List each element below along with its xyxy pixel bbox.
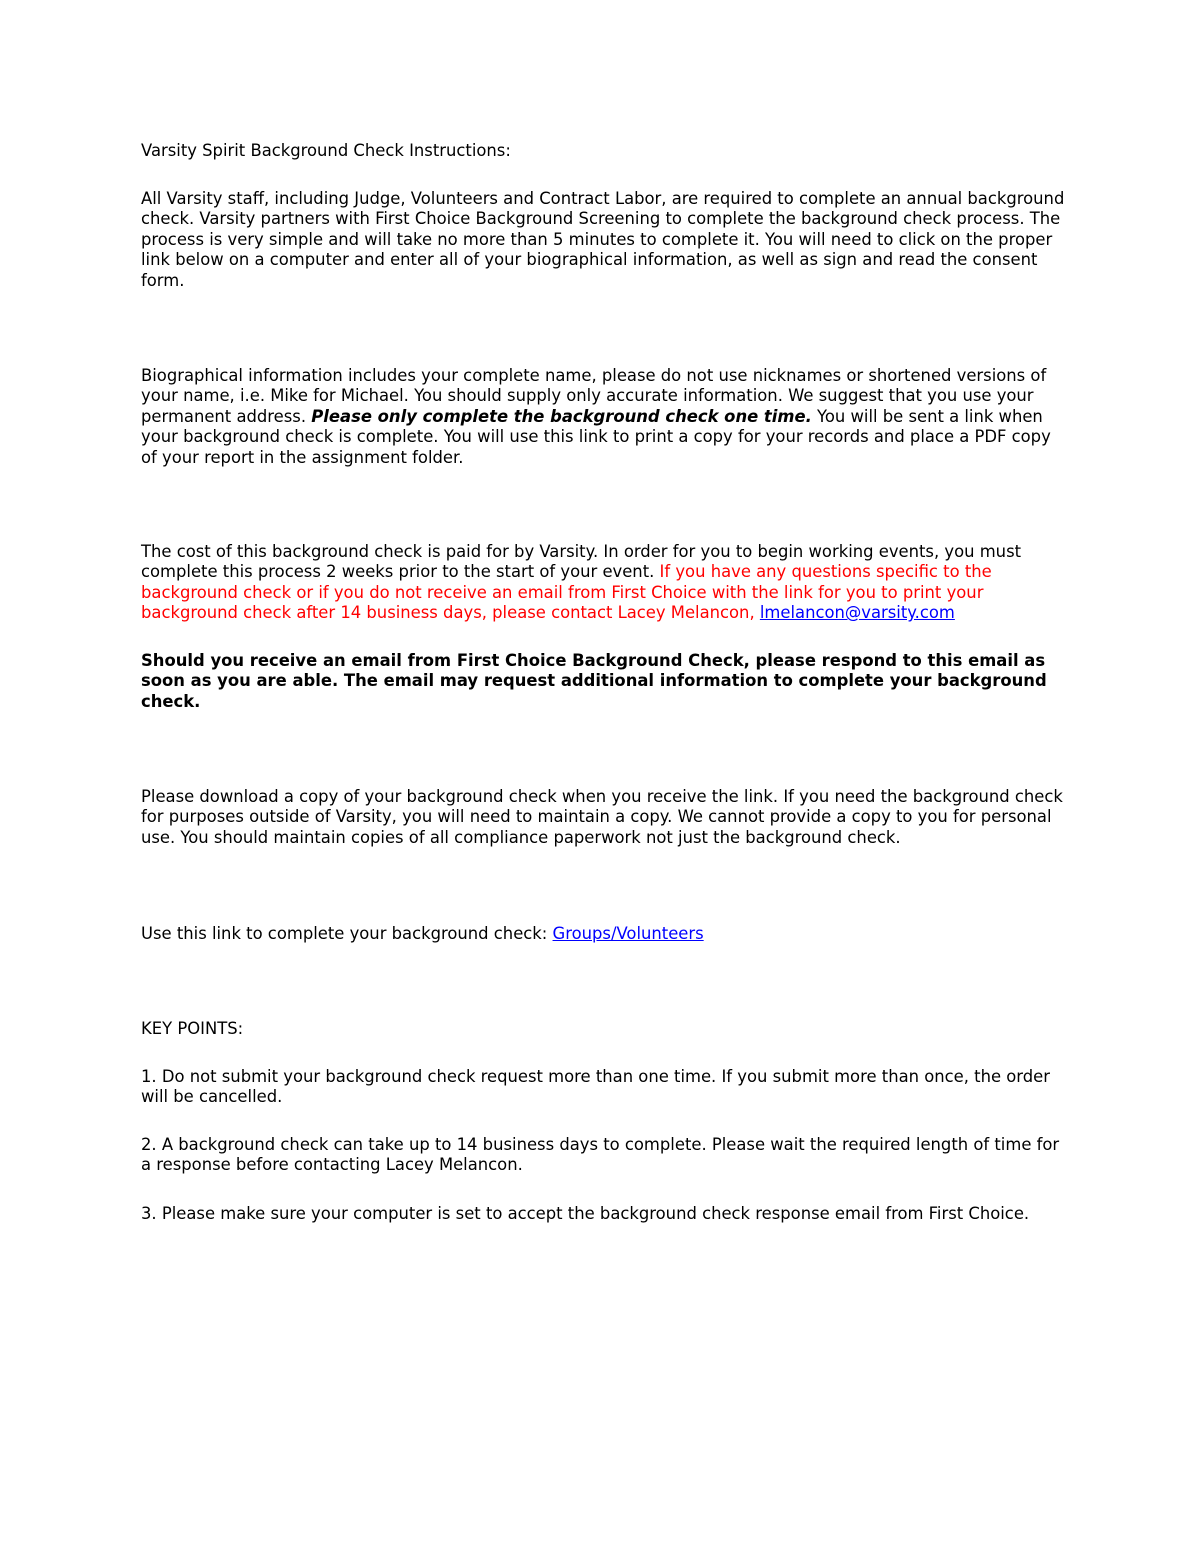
cost-paragraph [141,542,1071,624]
link-intro-text: Use this link to complete your background check: [141,924,553,943]
document-title: Varsity Spirit Background Check Instructions: [141,141,511,160]
biographical-info-paragraph [141,366,1071,468]
one-time-emphasis: Please only complete the background check one time. [311,406,812,426]
cost-text: The cost of this background check is paid for by Varsity. In order for you to begin working events, you must complete this process 2 weeks prior to the start of your event. [141,542,1022,582]
groups-volunteers-link[interactable]: Groups/Volunteers [552,924,704,943]
contact-email-link[interactable]: lmelancon@varsity.com [759,603,955,623]
biographical-info-text: Biographical information includes your complete name, please do not use nicknames or shortened versions of your name, i.e. Mike for Michael. You should supply only accurate information. We suggest that you use your permanent address. [141,366,1047,426]
intro-paragraph: All Varsity staff, including Judge, Volunteers and Contract Labor, are required to complete an annual background check. Varsity partners with First Choice Background Screening to complete the background check process. The process is very simple and will take no more than 5 minutes to complete it. You will need to click on the proper link below on a computer and enter all of your biographical information, as well as sign and read the consent form. [141,189,1065,290]
key-points-heading: KEY POINTS: [141,1019,244,1038]
first-choice-email-notice: Should you receive an email from First Choice Background Check, please respond to this email as soon as you are able. The email may request additional information to complete your background check. [141,651,1047,711]
key-point-item: 1. Do not submit your background check request more than one time. If you submit more than once, the order will be cancelled. [141,1067,1050,1107]
biographical-info-followup: You will be sent a link when your background check is complete. You will use this link to print a copy for your records and place a PDF copy of your report in the assignment folder. [141,406,1051,467]
questions-contact-text: If you have any questions specific to the background check or if you do not receive an email from First Choice with the link for you to print your background check after 14 business days, please contact Lacey Melancon, [141,562,992,623]
link-paragraph [141,924,1071,944]
download-copy-paragraph: Please download a copy of your background check when you receive the link. If you need the background check for purposes outside of Varsity, you will need to maintain a copy. We cannot provide a copy to you for personal use. You should maintain copies of all compliance paperwork not just the background check. [141,787,1063,847]
key-point-item: 2. A background check can take up to 14 business days to complete. Please wait the required length of time for a response before contacting Lacey Melancon. [141,1135,1060,1175]
key-point-item: 3. Please make sure your computer is set to accept the background check response email from First Choice. [141,1204,1030,1223]
